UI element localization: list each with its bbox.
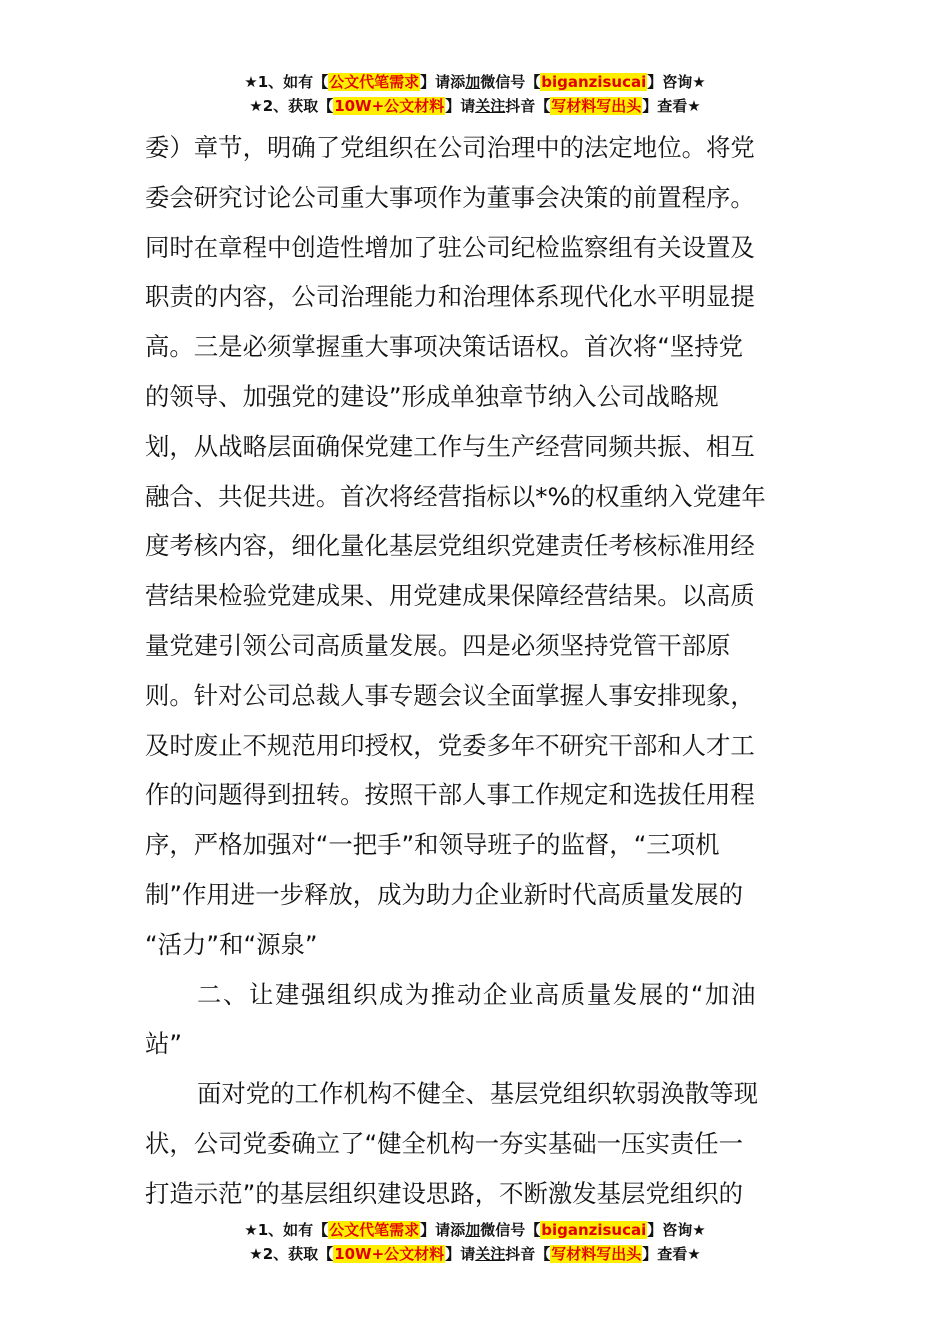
- banner-highlight-wechat: biganzisucai: [541, 1221, 647, 1239]
- text-line: 委会研究讨论公司重大事项作为董事会决策的前置程序。: [145, 182, 755, 212]
- banner-text: 】请添: [420, 1221, 466, 1239]
- banner-text: 】请添: [420, 73, 466, 91]
- text-line: 营结果检验党建成果、用党建成果保障经营结果。以高质: [145, 581, 755, 611]
- text-line: 融合、共促共进。首次将经营指标以*%的权重纳入党建年: [145, 481, 766, 511]
- banner-line-1: [0, 1218, 950, 1242]
- banner-text: ★1、如有【: [244, 1221, 329, 1239]
- banner-highlight-wechat: biganzisucai: [541, 73, 647, 91]
- banner-text: 】请: [445, 1245, 476, 1263]
- text-line: 度考核内容，细化量化基层党组织党建责任考核标准用经: [145, 531, 755, 561]
- banner-highlight-materials: 10W+公文材料: [334, 97, 445, 115]
- banner-text: 微信号【: [480, 73, 541, 91]
- banner-text: 】请: [445, 97, 476, 115]
- banner-text: ★1、如有【: [244, 73, 329, 91]
- banner-text: 】咨询★: [647, 1221, 706, 1239]
- banner-highlight-service: 公文代笔需求: [329, 73, 420, 91]
- banner-highlight-douyin: 写材料写出头: [551, 1245, 642, 1263]
- header-banner: [0, 70, 950, 118]
- banner-line-1: [0, 70, 950, 94]
- text-line: 作的问题得到扭转。按照干部人事工作规定和选拔任用程: [145, 780, 755, 810]
- text-line: 的领导、加强党的建设”形成单独章节纳入公司战略规: [145, 381, 719, 411]
- text-line: 职责的内容，公司治理能力和治理体系现代化水平明显提: [145, 282, 755, 312]
- text-line: 面对党的工作机构不健全、基层党组织软弱涣散等现: [197, 1079, 758, 1109]
- banner-highlight-douyin: 写材料写出头: [551, 97, 642, 115]
- text-line: 序，严格加强对“一把手”和领导班子的监督，“三项机: [145, 830, 720, 860]
- text-line: 则。针对公司总裁人事专题会议全面掌握人事安排现象，: [145, 680, 755, 710]
- text-line: 量党建引领公司高质量发展。四是必须坚持党管干部原: [145, 630, 731, 660]
- banner-text: 抖音【: [505, 1245, 551, 1263]
- text-line: “活力”和“源泉”: [145, 929, 318, 959]
- banner-text: 加: [465, 73, 481, 91]
- text-line: 状，公司党委确立了“健全机构一夯实基础一压实责任一: [145, 1128, 744, 1158]
- banner-text: 】查看★: [642, 1245, 701, 1263]
- footer-banner: [0, 1218, 950, 1266]
- banner-text: 】咨询★: [647, 73, 706, 91]
- document-body: [145, 123, 807, 1219]
- text-line: 同时在章程中创造性增加了驻公司纪检监察组有关设置及: [145, 232, 755, 262]
- banner-text: 加: [465, 1221, 481, 1239]
- banner-line-2: [0, 1242, 950, 1266]
- text-line: 委）章节，明确了党组织在公司治理中的法定地位。将党: [145, 133, 755, 162]
- banner-text: ★2、获取【: [249, 1245, 334, 1263]
- text-line: 制”作用进一步释放，成为助力企业新时代高质量发展的: [145, 879, 744, 909]
- banner-text: 抖音【: [505, 97, 551, 115]
- banner-line-2: [0, 94, 950, 118]
- text-line: 划，从战略层面确保党建工作与生产经营同频共振、相互: [145, 431, 755, 461]
- banner-text: ★2、获取【: [249, 97, 334, 115]
- banner-highlight-service: 公文代笔需求: [329, 1221, 420, 1239]
- text-line: 打造示范”的基层组织建设思路，不断激发基层党组织的: [145, 1178, 744, 1208]
- banner-text: 关注: [475, 1245, 506, 1263]
- section-heading: 二、让建强组织成为推动企业高质量发展的“加油: [197, 979, 758, 1009]
- banner-highlight-materials: 10W+公文材料: [334, 1245, 445, 1263]
- text-line: 高。三是必须掌握重大事项决策话语权。首次将“坚持党: [145, 332, 744, 362]
- banner-text: 关注: [475, 97, 506, 115]
- banner-text: 】查看★: [642, 97, 701, 115]
- text-line: 及时废止不规范用印授权，党委多年不研究干部和人才工: [145, 730, 755, 760]
- banner-text: 微信号【: [480, 1221, 541, 1239]
- section-heading-continued: 站”: [145, 1029, 183, 1059]
